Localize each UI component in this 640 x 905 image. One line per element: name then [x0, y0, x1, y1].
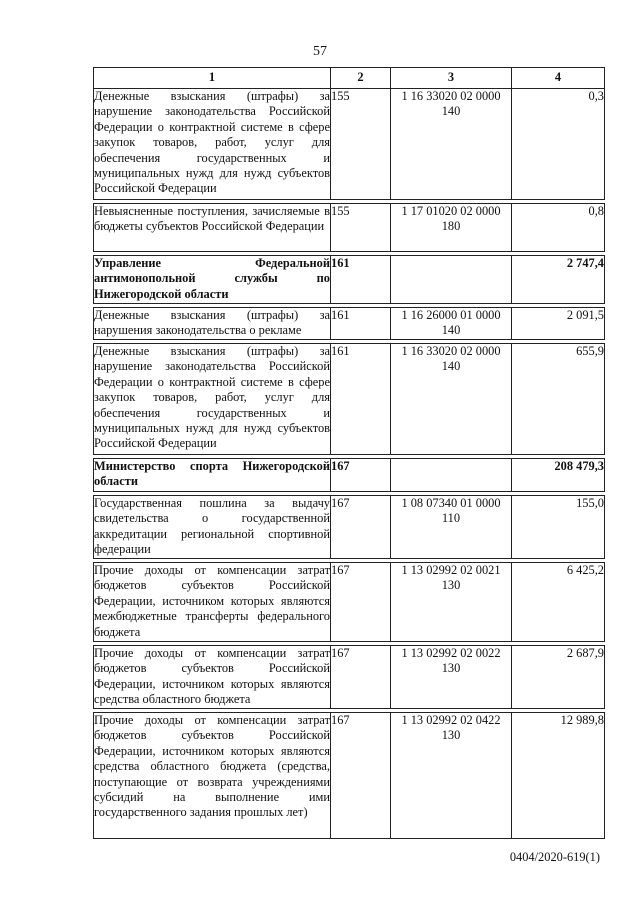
- table-row: [94, 344, 605, 455]
- row-code: 1 16 26000 01 0000 140: [391, 308, 512, 340]
- header-col-3: 3: [391, 68, 512, 89]
- document-code: 0404/2020-619(1): [509, 850, 600, 864]
- row-chapter: 161: [331, 256, 391, 304]
- header-col-4: 4: [512, 68, 605, 89]
- row-chapter: 167: [331, 713, 391, 839]
- row-code: 1 08 07340 01 0000 110: [391, 496, 512, 559]
- row-name: [94, 713, 331, 839]
- row-chapter: 167: [331, 459, 391, 492]
- header-row: [94, 68, 605, 89]
- row-name-text: Прочие доходы от компенсации затрат бюджетов субъектов Российской Федерации, источником которых являются средства областного бюджета (средства, поступающие от возврата учреждениями субсидий на выполнение ими государственного задания прошлых лет): [94, 713, 330, 820]
- table-row: [94, 563, 605, 642]
- row-name: [94, 459, 331, 492]
- row-name-text: Денежные взыскания (штрафы) за нарушения законодательства о рекламе: [94, 308, 330, 338]
- row-amount: 655,9: [512, 344, 605, 455]
- row-amount: 0,8: [512, 204, 605, 252]
- row-name: [94, 89, 331, 200]
- row-name: [94, 496, 331, 559]
- header-col-2: 2: [331, 68, 391, 89]
- row-code: 1 13 02992 02 0021 130: [391, 563, 512, 642]
- table-row-group: [94, 256, 605, 304]
- row-amount: 2 687,9: [512, 646, 605, 709]
- table-row: [94, 89, 605, 200]
- row-code: 1 16 33020 02 0000 140: [391, 344, 512, 455]
- row-amount: 2 091,5: [512, 308, 605, 340]
- row-chapter: 155: [331, 89, 391, 200]
- row-amount: 155,0: [512, 496, 605, 559]
- row-chapter: 167: [331, 563, 391, 642]
- row-name-text: Прочие доходы от компенсации затрат бюджетов субъектов Российской Федерации, источником которых являются средства областного бюджета: [94, 646, 330, 707]
- table-row: [94, 204, 605, 252]
- row-name: [94, 344, 331, 455]
- page-number: 57: [313, 44, 327, 59]
- row-name-text: Министерство спорта Нижегородской области: [94, 459, 330, 489]
- row-chapter: 167: [331, 646, 391, 709]
- row-name-text: Денежные взыскания (штрафы) за нарушение законодательства Российской Федерации о контрактной системе в сфере закупок товаров, работ, услуг для обеспечения государственных и муниципальных нужд для нужд субъектов Российской Федерации: [94, 89, 330, 196]
- table-row: [94, 308, 605, 340]
- row-amount: 12 989,8: [512, 713, 605, 839]
- row-amount: 208 479,3: [512, 459, 605, 492]
- row-chapter: 155: [331, 204, 391, 252]
- row-name: [94, 563, 331, 642]
- row-chapter: 167: [331, 496, 391, 559]
- row-name-text: Прочие доходы от компенсации затрат бюджетов субъектов Российской Федерации, источником которых являются межбюджетные трансферты федерального бюджета: [94, 563, 330, 639]
- row-name: [94, 204, 331, 252]
- row-amount: 6 425,2: [512, 563, 605, 642]
- row-name: [94, 646, 331, 709]
- table-row: [94, 496, 605, 559]
- table-row-group: [94, 459, 605, 492]
- row-chapter: 161: [331, 344, 391, 455]
- header-col-1: 1: [94, 68, 331, 89]
- row-code: [391, 459, 512, 492]
- row-name: [94, 256, 331, 304]
- row-name-text: Невыясненные поступления, зачисляемые в бюджеты субъектов Российской Федерации: [94, 204, 330, 234]
- row-code: 1 13 02992 02 0422 130: [391, 713, 512, 839]
- row-name: [94, 308, 331, 340]
- table-row: [94, 646, 605, 709]
- row-code: [391, 256, 512, 304]
- row-name-text: Денежные взыскания (штрафы) за нарушение законодательства Российской Федерации о контрактной системе в сфере закупок товаров, работ, услуг для обеспечения государственных и муниципальных нужд для нужд субъектов Российской Федерации: [94, 344, 330, 451]
- row-code: 1 16 33020 02 0000 140: [391, 89, 512, 200]
- revenue-table: [93, 67, 605, 839]
- row-code: 1 17 01020 02 0000 180: [391, 204, 512, 252]
- row-amount: 0,3: [512, 89, 605, 200]
- row-chapter: 161: [331, 308, 391, 340]
- row-name-text: Управление Федеральной антимонопольной службы по Нижегородской области: [94, 256, 330, 301]
- row-code: 1 13 02992 02 0022 130: [391, 646, 512, 709]
- table-row: [94, 713, 605, 839]
- row-name-text: Государственная пошлина за выдачу свидетельства о государственной аккредитации региональной спортивной федерации: [94, 496, 330, 557]
- row-amount: 2 747,4: [512, 256, 605, 304]
